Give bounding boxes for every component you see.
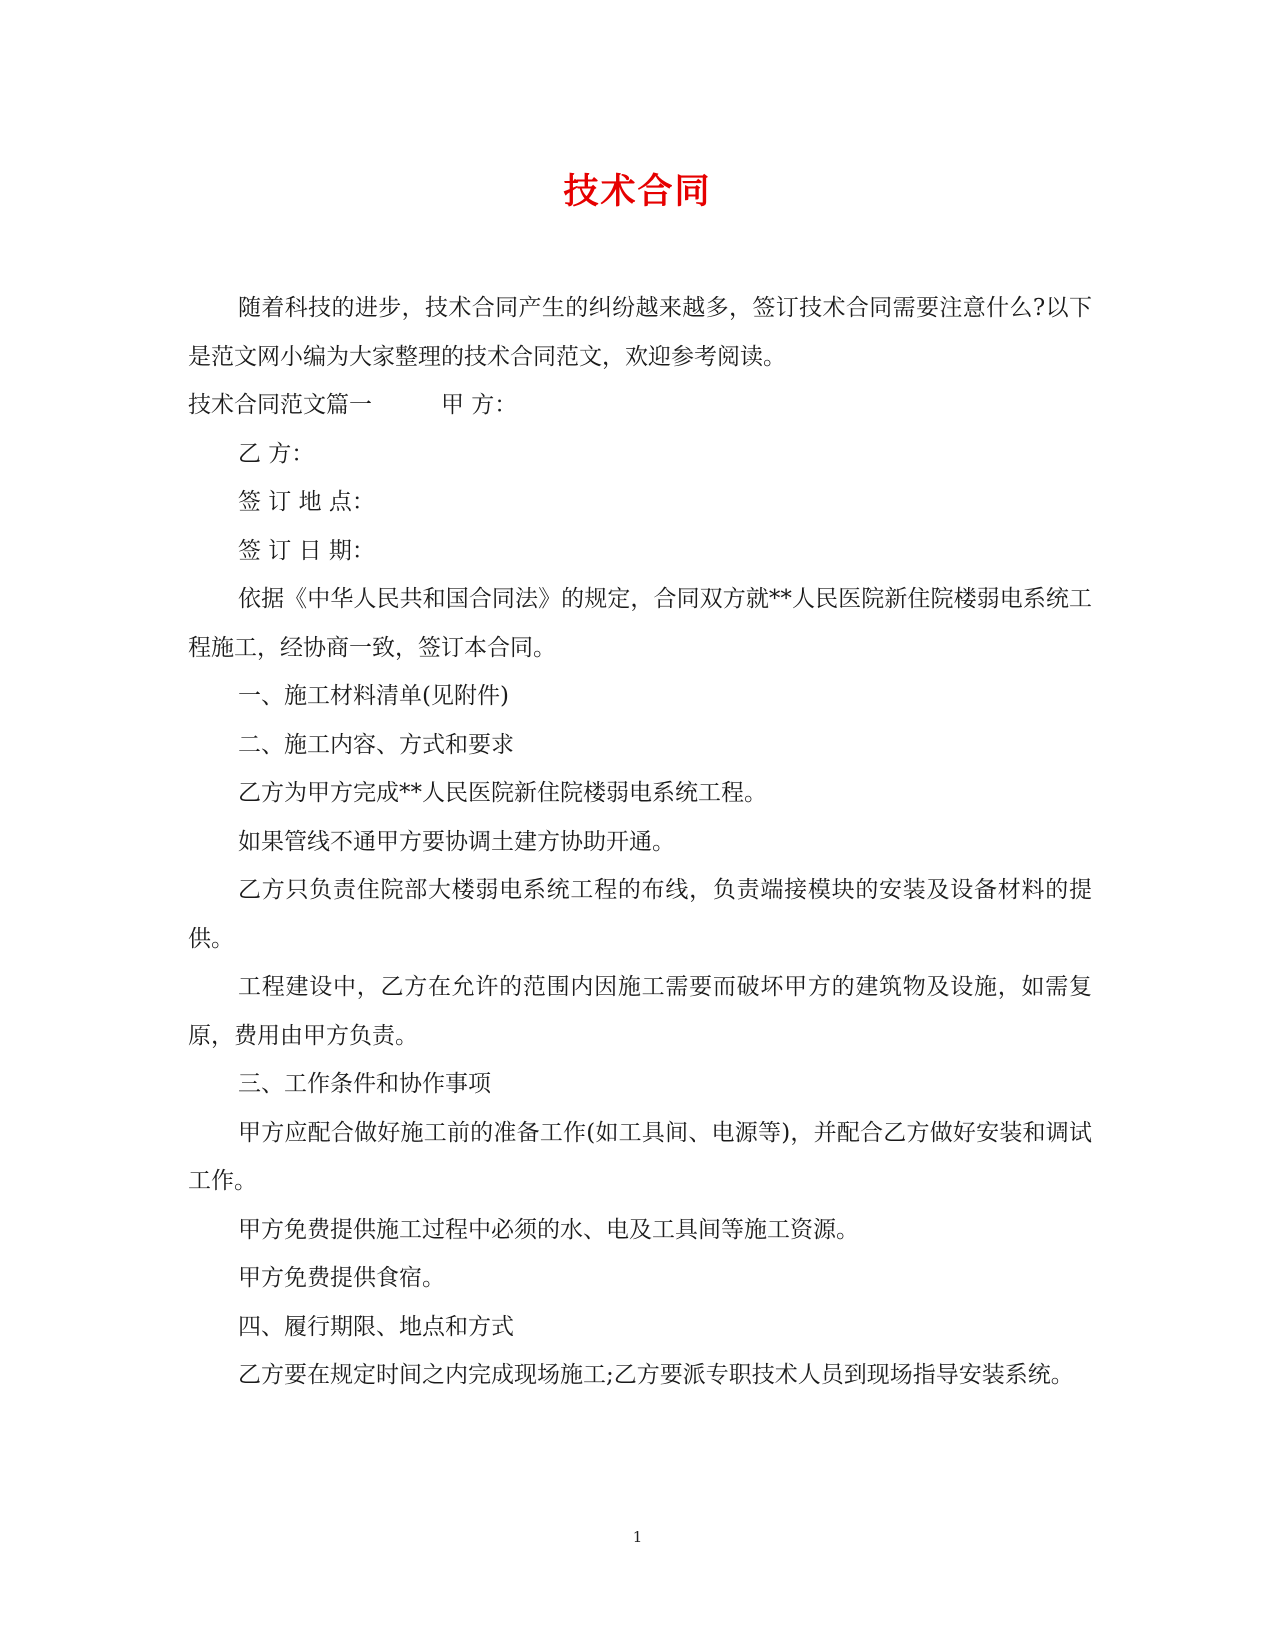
paragraph-sign-date: 签 订 日 期：	[238, 537, 375, 564]
document-title: 技术合同	[563, 171, 712, 212]
paragraph-pipeline: 如果管线不通甲方要协调土建方协助开通。	[238, 828, 675, 855]
paragraph-scope: 乙方为甲方完成**人民医院新住院楼弱电系统工程。	[238, 780, 767, 806]
section-heading-2: 二、施工内容、方式和要求	[238, 731, 514, 758]
paragraph-party-a: 技术合同范文篇一 甲 方：	[188, 392, 518, 418]
paragraph-intro: 随着科技的进步，技术合同产生的纠纷越来越多，签订技术合同需要注意什么?以下是范文网小编为大家整理的技术合同范文，欢迎参考阅读。	[188, 295, 1092, 370]
paragraph-responsibility: 乙方只负责住院部大楼弱电系统工程的布线，负责端接模块的安装及设备材料的提供。	[188, 877, 1092, 952]
paragraph-party-b: 乙 方：	[238, 440, 315, 467]
paragraph-damage: 工程建设中，乙方在允许的范围内因施工需要而破坏甲方的建筑物及设施，如需复原，费用由甲方负责。	[188, 974, 1092, 1049]
paragraph-timeline: 乙方要在规定时间之内完成现场施工;乙方要派专职技术人员到现场指导安装系统。	[238, 1362, 1074, 1388]
section-heading-1: 一、施工材料清单(见附件)	[238, 683, 509, 709]
paragraph-preparation: 甲方应配合做好施工前的准备工作(如工具间、电源等)，并配合乙方做好安装和调试工作。	[188, 1119, 1092, 1194]
paragraph-sign-place: 签 订 地 点：	[238, 489, 375, 515]
paragraph-board: 甲方免费提供食宿。	[238, 1265, 445, 1291]
paragraph-basis: 依据《中华人民共和国合同法》的规定，合同双方就**人民医院新住院楼弱电系统工程施工，经协商一致，签订本合同。	[188, 586, 1092, 661]
document-body	[188, 284, 1092, 1400]
section-heading-3: 三、工作条件和协作事项	[238, 1071, 491, 1097]
page-number: 1	[632, 1528, 643, 1546]
section-heading-4: 四、履行期限、地点和方式	[238, 1313, 514, 1340]
paragraph-resources: 甲方免费提供施工过程中必须的水、电及工具间等施工资源。	[238, 1216, 859, 1243]
